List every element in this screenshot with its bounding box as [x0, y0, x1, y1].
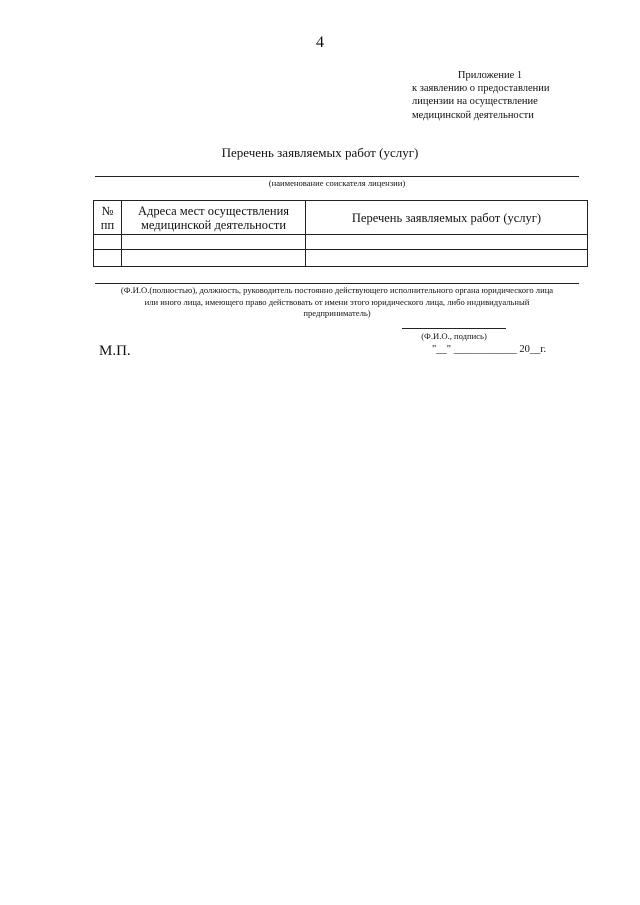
table-cell[interactable] — [94, 235, 122, 250]
applicant-name-line — [95, 176, 579, 177]
person-caption-line-2: или иного лица, имеющего право действовать от имени этого юридического лица, либо индивидуальный — [144, 296, 530, 307]
page-number: 4 — [316, 34, 324, 51]
table-header-row — [94, 201, 588, 235]
person-caption-line-1: (Ф.И.О.(полностью), должность, руководитель постоянно действующего исполнительного органа юридического лица — [120, 285, 554, 295]
person-caption — [95, 285, 579, 320]
signature-line — [402, 328, 506, 329]
table-cell[interactable] — [122, 235, 306, 250]
header-number-line-1: № — [101, 203, 114, 218]
person-caption-line-3: предприниматель) — [303, 308, 371, 318]
appendix-line-3: медицинской деятельности — [412, 109, 534, 121]
signature-caption: (Ф.И.О., подпись) — [421, 331, 487, 341]
stamp-label: М.П. — [99, 343, 131, 359]
table-cell[interactable] — [306, 250, 588, 267]
appendix-title: Приложение 1 — [457, 70, 523, 81]
applicant-caption: (наименование соискателя лицензии) — [268, 178, 406, 188]
appendix-line-1: к заявлению о предоставлении — [412, 83, 550, 95]
header-number — [94, 201, 122, 235]
header-address — [122, 201, 306, 235]
header-address-line-1: Адреса мест осуществления — [137, 203, 290, 218]
table-row — [94, 235, 588, 250]
table-row — [94, 250, 588, 267]
header-address-line-2: медицинской деятельности — [140, 217, 287, 232]
header-works: Перечень заявляемых работ (услуг) — [306, 201, 588, 235]
table-cell[interactable] — [94, 250, 122, 267]
works-table — [93, 200, 588, 267]
appendix-line-2: лицензии на осуществление — [412, 96, 538, 108]
table-cell[interactable] — [306, 235, 588, 250]
date-line: "__" ____________ 20__г. — [432, 344, 547, 355]
table-cell[interactable] — [122, 250, 306, 267]
person-name-line — [95, 283, 579, 284]
appendix-block — [412, 69, 602, 122]
header-number-line-2: пп — [100, 217, 115, 232]
document-title: Перечень заявляемых работ (услуг) — [221, 145, 419, 160]
